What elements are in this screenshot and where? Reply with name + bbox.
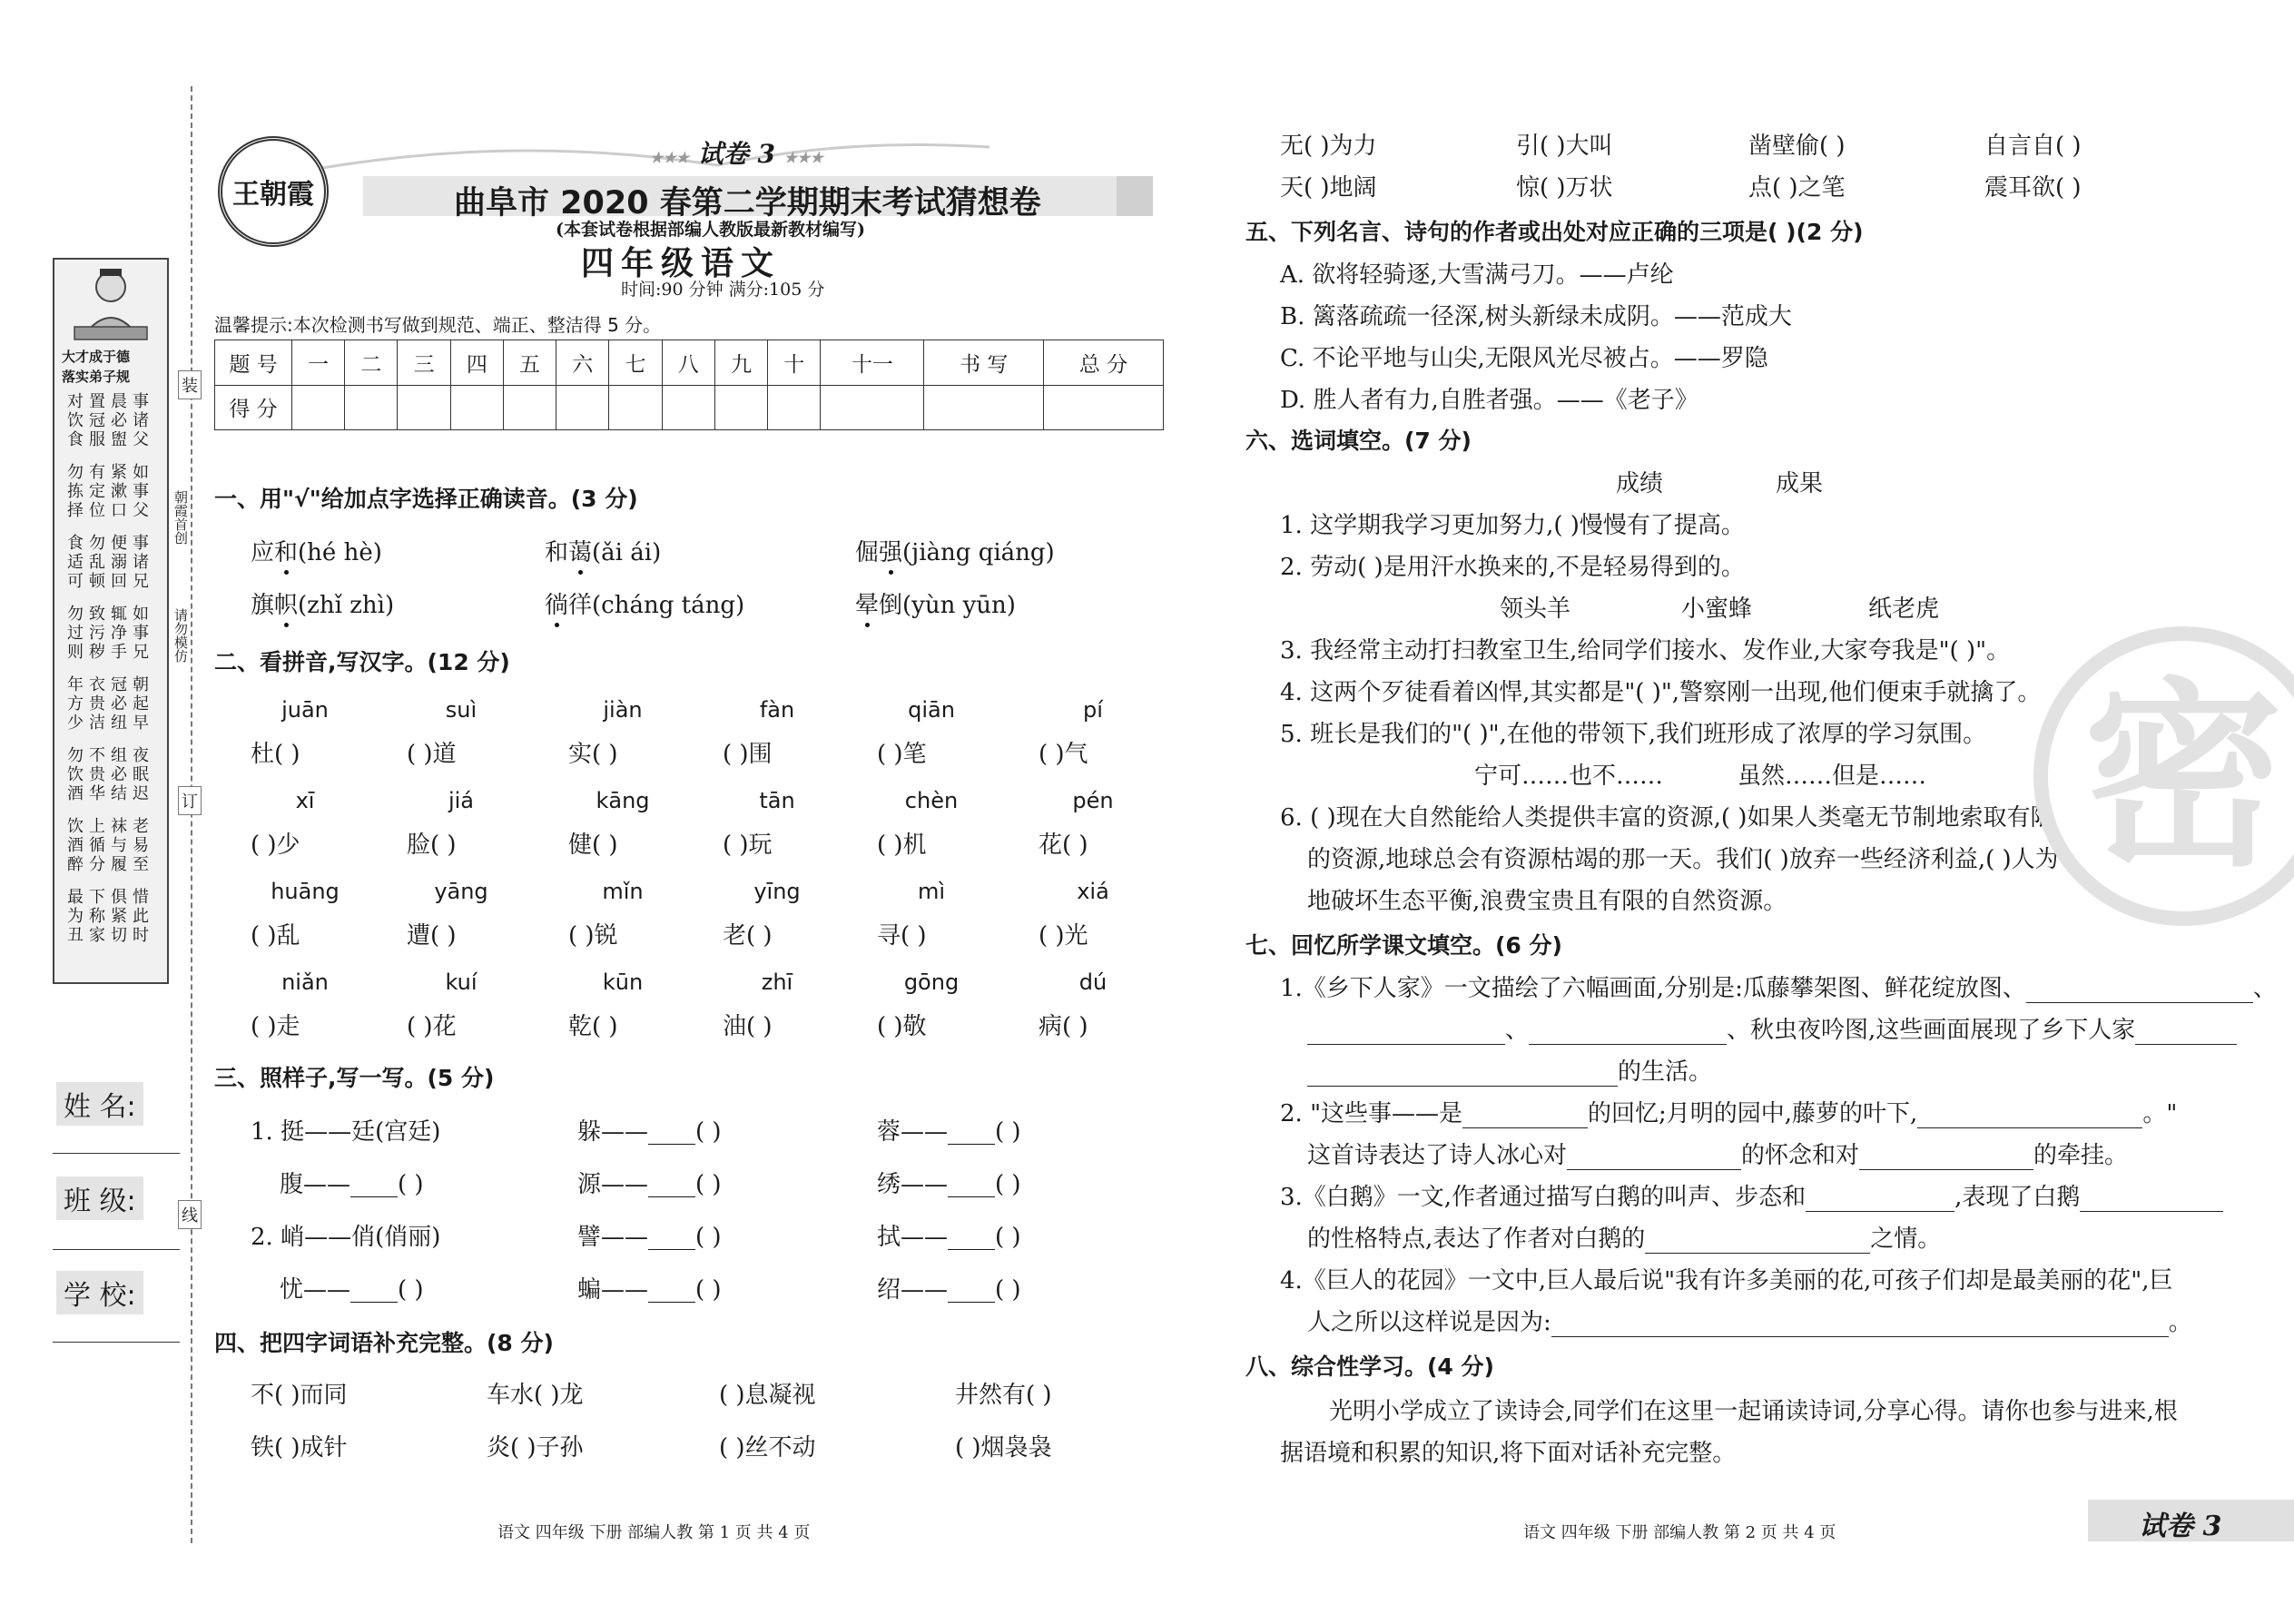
idiom-blank[interactable]: 凿壁偷( ) (1748, 133, 1846, 160)
exam-title: 曲阜市 2020 春第二学期期末考试猜想卷 (454, 185, 1041, 221)
verse-column: 如事兄 (133, 605, 149, 662)
score-col: 一 (292, 340, 345, 386)
pinyin-label: juān (281, 697, 329, 723)
hanzi-blank[interactable]: ( )敬 (877, 1013, 927, 1040)
hanzi-blank[interactable]: 健( ) (568, 832, 618, 859)
verse-column: 勿乱顿 (89, 534, 105, 591)
answer-line[interactable] (1529, 1024, 1727, 1045)
score-col: 十一 (821, 340, 924, 386)
idiom-blank[interactable]: 震耳欲( ) (1984, 174, 2082, 202)
q3b-pre: 的性格特点,表达了作者对白鹅的 (1307, 1225, 1646, 1253)
q4b-end: 。 (2168, 1309, 2192, 1336)
section2-heading: 二、看拼音,写汉字。(12 分) (214, 649, 510, 675)
footer-tag: 试卷 3 (2139, 1511, 2222, 1542)
binding-mark-3: 线 (178, 1200, 202, 1229)
dotted-char: 徜 (545, 586, 568, 620)
answer-line[interactable] (1859, 1149, 2033, 1170)
score-cell[interactable] (1044, 385, 1164, 430)
pinyin-label: mì (917, 879, 946, 904)
hanzi-blank[interactable]: 病( ) (1039, 1013, 1088, 1040)
score-cell[interactable] (768, 385, 821, 430)
hanzi-blank[interactable]: 寻( ) (877, 922, 927, 950)
pattern-item[interactable]: 蝙——____( ) (577, 1276, 722, 1304)
idiom-blank[interactable]: 井然有( ) (955, 1382, 1052, 1409)
word-choice: 成果 (1776, 470, 1824, 497)
q4b-pre: 人之所以这样说是因为: (1307, 1309, 1551, 1336)
score-row-label: 得 分 (215, 385, 292, 430)
section6-q1: 1. 这学期我学习更加努力,( )慢慢有了提高。 (1280, 512, 1745, 539)
pinyin-label: suì (445, 697, 478, 723)
hanzi-blank[interactable]: ( )玩 (723, 832, 773, 859)
pinyin-label: yāng (434, 879, 488, 904)
verse-column: 不贵华 (89, 746, 105, 803)
score-cell[interactable] (398, 385, 450, 430)
pinyin-label: jiá (448, 788, 475, 813)
answer-line[interactable] (2080, 1191, 2223, 1212)
word-pre: 旗 (251, 592, 275, 619)
pinyin-label: zhī (761, 969, 793, 995)
pattern-item: 1. 挺——廷(宫廷) (251, 1118, 441, 1146)
section4-heading: 四、把四字词语补充完整。(8 分) (214, 1330, 554, 1356)
verse-column: 辄净手 (111, 605, 127, 662)
brand-logo (218, 136, 329, 247)
score-table (214, 340, 1164, 430)
pinyin-label: pén (1072, 788, 1114, 813)
idiom-blank[interactable]: 不( )而同 (251, 1382, 348, 1409)
sidebar-panel (53, 258, 169, 984)
q2a-pre: 2. "这些事——是 (1280, 1100, 1463, 1127)
pinyin-label: kuí (445, 969, 478, 995)
q3a-pre: 3.《白鹅》一文,作者通过描写白鹅的叫声、步态和 (1280, 1184, 1807, 1211)
pattern-item[interactable]: 躲——____( ) (577, 1118, 722, 1146)
word-choice: 领头羊 (1500, 595, 1571, 623)
motto-line-1: 大才成于德 (62, 349, 131, 365)
answer-line[interactable] (1462, 1107, 1588, 1128)
verse-column: 对饮食 (67, 392, 84, 449)
reading-item (855, 534, 1055, 567)
score-cell[interactable] (292, 385, 345, 430)
reading-item (855, 586, 1016, 620)
verse-column: 衣贵洁 (89, 675, 105, 733)
reading-item (251, 534, 382, 567)
pinyin-label: gōng (903, 969, 960, 995)
confidential-watermark (2033, 626, 2294, 926)
hanzi-blank[interactable]: 脸( ) (407, 832, 457, 859)
binding-note-2: 请勿模仿 (172, 608, 189, 663)
verse-column: 置冠服 (89, 392, 105, 449)
answer-line[interactable] (1645, 1233, 1870, 1254)
idiom-blank[interactable]: ( )丝不动 (719, 1434, 816, 1462)
reading-item (251, 586, 394, 620)
idiom-blank[interactable]: ( )息凝视 (719, 1382, 816, 1409)
score-col: 二 (345, 340, 398, 386)
answer-line[interactable] (1307, 1024, 1505, 1045)
word-choice: 纸老虎 (1868, 595, 1940, 623)
verse-column: 组必结 (111, 746, 127, 803)
section7-q3-line2 (1307, 1220, 1941, 1254)
hanzi-blank[interactable]: 油( ) (723, 1013, 773, 1040)
binding-note-1: 朝霞首创 (172, 490, 189, 545)
verse-column: 年方少 (67, 675, 84, 733)
dotted-char: 强 (879, 534, 902, 567)
hanzi-blank[interactable]: ( )笔 (877, 741, 927, 768)
reading-item (545, 534, 661, 567)
pinyin-label: yīng (753, 879, 801, 904)
score-col: 五 (503, 340, 556, 386)
q1a-comma: 、 (2252, 975, 2277, 1002)
binding-mark-2: 订 (178, 786, 202, 815)
score-col: 三 (398, 340, 450, 386)
dotted-char: 和 (274, 534, 298, 567)
star-icon: ★★★ (650, 149, 690, 166)
verse-column: 最为丑 (67, 888, 84, 945)
pinyin-options[interactable]: (zhǐ zhì) (298, 592, 395, 619)
pattern-item[interactable]: 绣——____( ) (877, 1171, 1021, 1198)
verse-column: 袜与履 (111, 817, 127, 874)
answer-line[interactable] (1551, 1316, 2169, 1337)
q2b-end: 的牵挂。 (2033, 1142, 2129, 1169)
motto-line-2: 落实弟子规 (62, 369, 131, 385)
footer-right: 语文 四年级 下册 部编人教 第 2 页 共 4 页 (1523, 1523, 1836, 1542)
verse-column: 惜此时 (133, 888, 149, 945)
verse-column: 夜眠迟 (133, 746, 149, 803)
verse-column: 紧漱口 (111, 463, 127, 520)
score-col: 十 (768, 340, 821, 386)
reading-item (545, 586, 744, 620)
word-choice: 虽然……但是…… (1738, 763, 1927, 790)
pinyin-label: huāng (271, 879, 340, 904)
q1b-text: 、秋虫夜吟图,这些画面展现了乡下人家 (1727, 1017, 2136, 1044)
pinyin-label: tān (759, 788, 795, 813)
q1a-text: 1.《乡下人家》一文描绘了六幅画面,分别是:瓜藤攀架图、鲜花绽放图、 (1280, 975, 2026, 1002)
idiom-blank[interactable]: 车水( )龙 (487, 1382, 584, 1409)
answer-line[interactable] (1567, 1149, 1741, 1170)
score-cell[interactable] (503, 385, 556, 430)
hanzi-blank[interactable]: ( )气 (1039, 741, 1088, 768)
school-line (53, 1342, 180, 1343)
answer-line[interactable] (1806, 1191, 1954, 1212)
section5-option-c: C. 不论平地与山尖,无限风光尽被占。——罗隐 (1280, 345, 1768, 372)
answer-line[interactable] (1307, 1066, 1618, 1087)
score-value-row (215, 385, 1164, 430)
idiom-blank[interactable]: 铁( )成针 (251, 1434, 348, 1462)
q2a-mid: 的回忆;月明的园中,藤萝的叶下, (1588, 1100, 1918, 1127)
pinyin-label: niǎn (281, 969, 329, 995)
section7-q1-line2 (1307, 1011, 2237, 1045)
verse-column: 如事父 (133, 463, 149, 520)
footer-left: 语文 四年级 下册 部编人教 第 1 页 共 4 页 (497, 1523, 811, 1542)
score-col: 九 (714, 340, 767, 386)
verse-column: 勿过则 (67, 605, 84, 662)
word-choice: 小蜜蜂 (1681, 595, 1753, 623)
idiom-blank[interactable]: 无( )为力 (1280, 133, 1377, 160)
verse-column: 勿饮酒 (67, 746, 84, 803)
hanzi-blank[interactable]: 实( ) (568, 741, 618, 768)
class-line (53, 1249, 180, 1250)
score-col: 书 写 (924, 340, 1044, 386)
hanzi-blank[interactable]: ( )围 (723, 741, 773, 768)
section7-q1-line3 (1307, 1053, 1712, 1087)
pinyin-label: qiān (908, 697, 955, 723)
score-cell[interactable] (345, 385, 398, 430)
section6-q2: 2. 劳动( )是用汗水换来的,不是轻易得到的。 (1280, 554, 1745, 581)
word-choice: 宁可……也不…… (1474, 763, 1664, 790)
score-col: 七 (609, 340, 662, 386)
section7-q4-line1: 4.《巨人的花园》一文中,巨人最后说"我有许多美丽的花,可孩子们却是最美丽的花",巨 (1280, 1267, 2173, 1294)
section3-heading: 三、照样子,写一写。(5 分) (214, 1065, 495, 1091)
verse-column: 事诸父 (133, 392, 149, 449)
hanzi-blank[interactable]: 遭( ) (407, 922, 457, 950)
section8-line1: 光明小学成立了读诗会,同学们在这里一起诵读诗词,分享心得。请你也参与进来,根 (1329, 1398, 2178, 1425)
verse-column: 上循分 (89, 817, 105, 874)
q1c-text: 的生活。 (1618, 1058, 1713, 1086)
hanzi-blank[interactable]: 乾( ) (568, 1013, 618, 1040)
idiom-blank[interactable]: ( )烟袅袅 (955, 1434, 1052, 1462)
section7-q2-line1 (1280, 1095, 2177, 1128)
section7-q4-line2 (1307, 1304, 2192, 1337)
class-label: 班 级: (56, 1176, 143, 1220)
grade-subject: 四年级语文 (581, 244, 782, 282)
score-cell[interactable] (450, 385, 503, 430)
section7-heading: 七、回忆所学课文填空。(6 分) (1245, 932, 1562, 959)
verse-column: 冠必纽 (111, 675, 127, 733)
score-col: 六 (556, 340, 609, 386)
q2a-end: 。" (2142, 1100, 2178, 1127)
answer-line[interactable] (2135, 1024, 2237, 1045)
section7-q1-line1 (1280, 969, 2277, 1003)
hanzi-blank[interactable]: ( )乱 (251, 922, 300, 950)
pattern-item[interactable]: 蓉——____( ) (877, 1118, 1021, 1146)
score-cell[interactable] (556, 385, 609, 430)
q3a-mid: ,表现了白鹅 (1954, 1184, 2081, 1211)
hanzi-blank[interactable]: ( )机 (877, 832, 927, 859)
pinyin-label: chèn (904, 788, 959, 813)
verse-column: 朝起早 (133, 675, 149, 733)
section5-option-b: B. 篱落疏疏一径深,树头新绿未成阴。——范成大 (1280, 303, 1792, 330)
idiom-blank[interactable]: 引( )大叫 (1516, 133, 1613, 160)
hanzi-blank[interactable]: 老( ) (723, 922, 773, 950)
section1-heading: 一、用"√"给加点字选择正确读音。(3 分) (214, 486, 638, 512)
pinyin-label: jiàn (603, 697, 643, 723)
scholar-figure-icon (56, 263, 165, 345)
pinyin-label: kāng (596, 788, 650, 813)
section5-heading: 五、下列名言、诗句的作者或出处对应正确的三项是( )(2 分) (1245, 219, 1864, 245)
verse-column: 勿拣择 (67, 463, 84, 520)
hanzi-blank[interactable]: ( )少 (251, 832, 300, 859)
section5-option-d: D. 胜人者有力,自胜者强。——《老子》 (1280, 387, 1698, 414)
hanzi-blank[interactable]: 杜( ) (251, 741, 300, 768)
pattern-item[interactable]: 腹——____( ) (280, 1171, 424, 1198)
word-choice: 成绩 (1616, 470, 1664, 497)
section6-q6-line1: 6. ( )现在大自然能给人类提供丰富的资源,( )如果人类毫无节制地索取有限 (1280, 804, 2054, 832)
answer-line[interactable] (2026, 982, 2253, 1003)
verse-column: 俱紧切 (111, 888, 127, 945)
watermark-text: 密 (2082, 658, 2283, 893)
paper-tag (650, 134, 823, 171)
pinyin-label: xiá (1077, 879, 1109, 904)
word-pre: 倔 (855, 539, 880, 566)
section8-heading: 八、综合性学习。(4 分) (1245, 1353, 1494, 1380)
time-info: 时间:90 分钟 满分:105 分 (621, 280, 825, 300)
pattern-item[interactable]: 拭——____( ) (877, 1224, 1021, 1251)
hanzi-blank[interactable]: ( )走 (251, 1013, 300, 1040)
pattern-item[interactable]: 譬——____( ) (577, 1224, 722, 1251)
pinyin-label: fàn (759, 697, 795, 723)
idiom-blank[interactable]: 惊( )万状 (1516, 174, 1613, 202)
section6-q6-line3: 地破坏生态平衡,浪费宝贵且有限的自然资源。 (1307, 888, 1787, 915)
hanzi-blank[interactable]: ( )光 (1039, 922, 1088, 950)
hanzi-blank[interactable]: ( )道 (407, 741, 457, 768)
q2b-pre: 这首诗表达了诗人冰心对 (1307, 1142, 1568, 1169)
name-label: 姓 名: (56, 1082, 143, 1126)
pattern-item[interactable]: 忧——____( ) (280, 1276, 424, 1304)
pattern-item: 2. 峭——俏(俏丽) (251, 1224, 441, 1251)
score-cell[interactable] (821, 385, 924, 430)
verse-column: 便溺回 (111, 534, 127, 591)
dotted-char: 蔼 (568, 534, 592, 567)
tip-text: 温馨提示:本次检测书写做到规范、端正、整洁得 5 分。 (214, 314, 662, 336)
verse-column: 下称家 (89, 888, 105, 945)
section6-q5: 5. 班长是我们的"( )",在他的带领下,我们班形成了浓厚的学习氛围。 (1280, 721, 1987, 748)
section6-heading: 六、选词填空。(7 分) (1245, 428, 1472, 454)
name-line (53, 1153, 180, 1154)
hanzi-blank[interactable]: ( )锐 (568, 922, 618, 950)
verse-column: 老易至 (133, 817, 149, 874)
verse-column: 晨必盥 (111, 392, 127, 449)
score-cell[interactable] (662, 385, 714, 430)
section7-q2-line2 (1307, 1137, 2128, 1170)
q1b-sep: 、 (1505, 1017, 1530, 1044)
section6-q6-line2: 的资源,地球总会有资源枯竭的那一天。我们( )放弃一些经济利益,( )人为 (1307, 846, 2059, 873)
section7-q3-line1 (1280, 1178, 2223, 1212)
pinyin-options[interactable]: (ǎi ái) (592, 539, 662, 566)
pattern-item[interactable]: 源——____( ) (577, 1171, 722, 1198)
pinyin-options[interactable]: 倒(yùn yūn) (879, 592, 1016, 619)
section8-line2: 据语境和积累的知识,将下面对话补充完整。 (1280, 1440, 1737, 1467)
answer-line[interactable] (1917, 1107, 2142, 1128)
pinyin-options[interactable]: 徉(cháng táng) (568, 592, 745, 619)
score-cell[interactable] (924, 385, 1044, 430)
brand-logo-text: 王朝霞 (232, 179, 314, 211)
idiom-blank[interactable]: 自言自( ) (1984, 133, 2082, 160)
pinyin-label: pí (1083, 697, 1103, 723)
word-pre: 和 (545, 539, 569, 566)
hanzi-blank[interactable]: 花( ) (1039, 832, 1088, 859)
section6-q4: 4. 这两个歹徒看着凶悍,其实都是"( )",警察刚一出现,他们便束手就擒了。 (1280, 679, 2042, 706)
pinyin-label: mǐn (602, 879, 644, 904)
pinyin-label: kūn (602, 969, 644, 995)
q2b-mid: 的怀念和对 (1741, 1142, 1860, 1169)
score-row-label: 题 号 (215, 340, 292, 386)
exam-subtitle: (本套试卷根据部编人教版最新教材编写) (556, 220, 865, 240)
school-label: 学 校: (56, 1271, 143, 1314)
verse-column: 致污秽 (89, 605, 105, 662)
idiom-blank[interactable]: 炎( )子孙 (487, 1434, 584, 1462)
pinyin-options[interactable]: (hé hè) (298, 539, 382, 566)
q3b-end: 之情。 (1870, 1225, 1942, 1253)
score-header-row (215, 340, 1164, 386)
idiom-blank[interactable]: 天( )地阔 (1280, 174, 1377, 202)
pattern-item[interactable]: 绍——____( ) (877, 1276, 1021, 1304)
score-cell[interactable] (714, 385, 767, 430)
verse-column: 事诸兄 (133, 534, 149, 591)
dotted-char: 帜 (274, 586, 298, 620)
word-pre: 应 (251, 539, 275, 566)
verse-column: 饮酒醉 (67, 817, 84, 874)
paper-tag-text: 试卷 3 (697, 139, 776, 169)
dotted-char: 晕 (855, 586, 879, 620)
score-cell[interactable] (609, 385, 662, 430)
score-col: 总 分 (1044, 340, 1164, 386)
idiom-blank[interactable]: 点( )之笔 (1748, 174, 1846, 202)
score-col: 四 (450, 340, 503, 386)
binding-mark-1: 装 (178, 370, 202, 399)
pinyin-label: xī (295, 788, 315, 813)
verse-column: 有定位 (89, 463, 105, 520)
pinyin-options[interactable]: (jiàng qiáng) (902, 539, 1055, 566)
hanzi-blank[interactable]: ( )花 (407, 1013, 457, 1040)
star-icon: ★★★ (783, 149, 823, 166)
section5-option-a: A. 欲将轻骑逐,大雪满弓刀。——卢纶 (1280, 261, 1674, 289)
verse-column: 食适可 (67, 534, 84, 591)
pinyin-label: dú (1078, 969, 1108, 995)
section6-q3: 3. 我经常主动打扫教室卫生,给同学们接水、发作业,大家夸我是"( )"。 (1280, 637, 2011, 664)
score-col: 八 (662, 340, 714, 386)
